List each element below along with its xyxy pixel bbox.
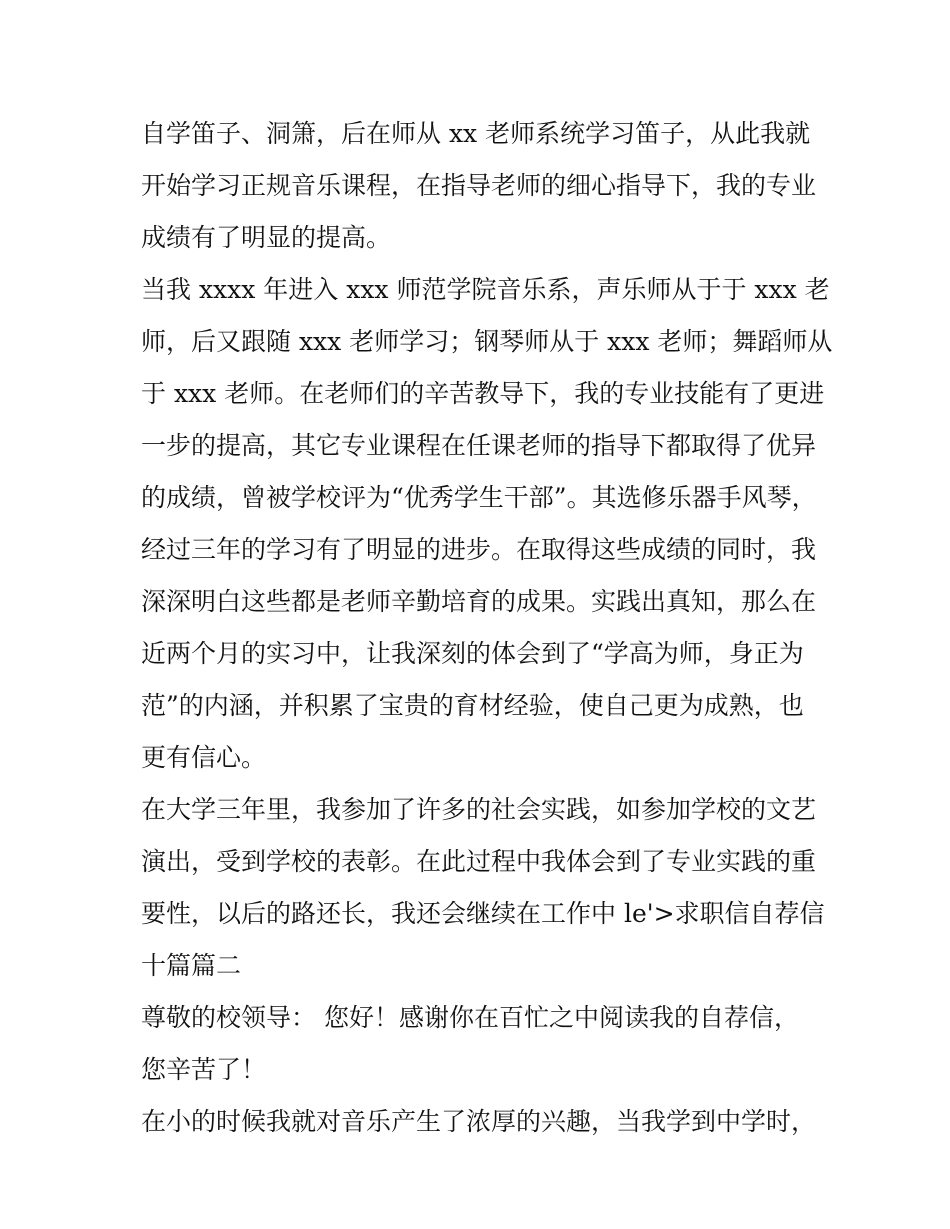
text-line: 于 xxx 老师。在老师们的辛苦教导下，我的专业技能有了更进 <box>141 379 825 408</box>
text-line: 在小的时候我就对音乐产生了浓厚的兴趣，当我学到中学时， <box>141 1107 817 1136</box>
text-line: 一步的提高，其它专业课程在任课老师的指导下都取得了优异 <box>141 431 817 460</box>
text-line: 演出，受到学校的表彰。在此过程中我体会到了专业实践的重 <box>141 847 817 876</box>
text-line: 更有信心。 <box>141 743 267 772</box>
document-body <box>141 108 833 1148</box>
text-line: 深深明白这些都是老师辛勤培育的成果。实践出真知，那么在 <box>141 587 817 616</box>
text-line: 经过三年的学习有了明显的进步。在取得这些成绩的同时，我 <box>141 535 817 564</box>
text-line: 在大学三年里，我参加了许多的社会实践，如参加学校的文艺 <box>141 795 817 824</box>
text-line: 的成绩，曾被学校评为“优秀学生干部”。其选修乐器手风琴， <box>141 483 817 512</box>
text-line: 师，后又跟随 xxx 老师学习；钢琴师从于 xxx 老师；舞蹈师从 <box>141 327 833 356</box>
text-line: 当我 xxxx 年进入 xxx 师范学院音乐系，声乐师从于于 xxx 老 <box>141 275 830 304</box>
text-line: 您辛苦了！ <box>141 1055 267 1084</box>
text-line: 成绩有了明显的提高。 <box>141 223 392 252</box>
text-line: 自学笛子、洞箫，后在师从 xx 老师系统学习笛子，从此我就 <box>141 119 811 148</box>
text-line: 要性，以后的路还长，我还会继续在工作中 le'>求职信自荐信 <box>141 899 825 928</box>
text-line: 近两个月的实习中，让我深刻的体会到了“学高为师，身正为 <box>141 639 804 668</box>
text-line: 尊敬的校领导： 您好！感谢你在百忙之中阅读我的自荐信， <box>141 1003 799 1032</box>
text-line: 范”的内涵，并积累了宝贵的育材经验，使自己更为成熟，也 <box>141 691 804 720</box>
text-line: 开始学习正规音乐课程，在指导老师的细心指导下，我的专业 <box>141 171 817 200</box>
text-line: 十篇篇二 <box>141 951 242 980</box>
